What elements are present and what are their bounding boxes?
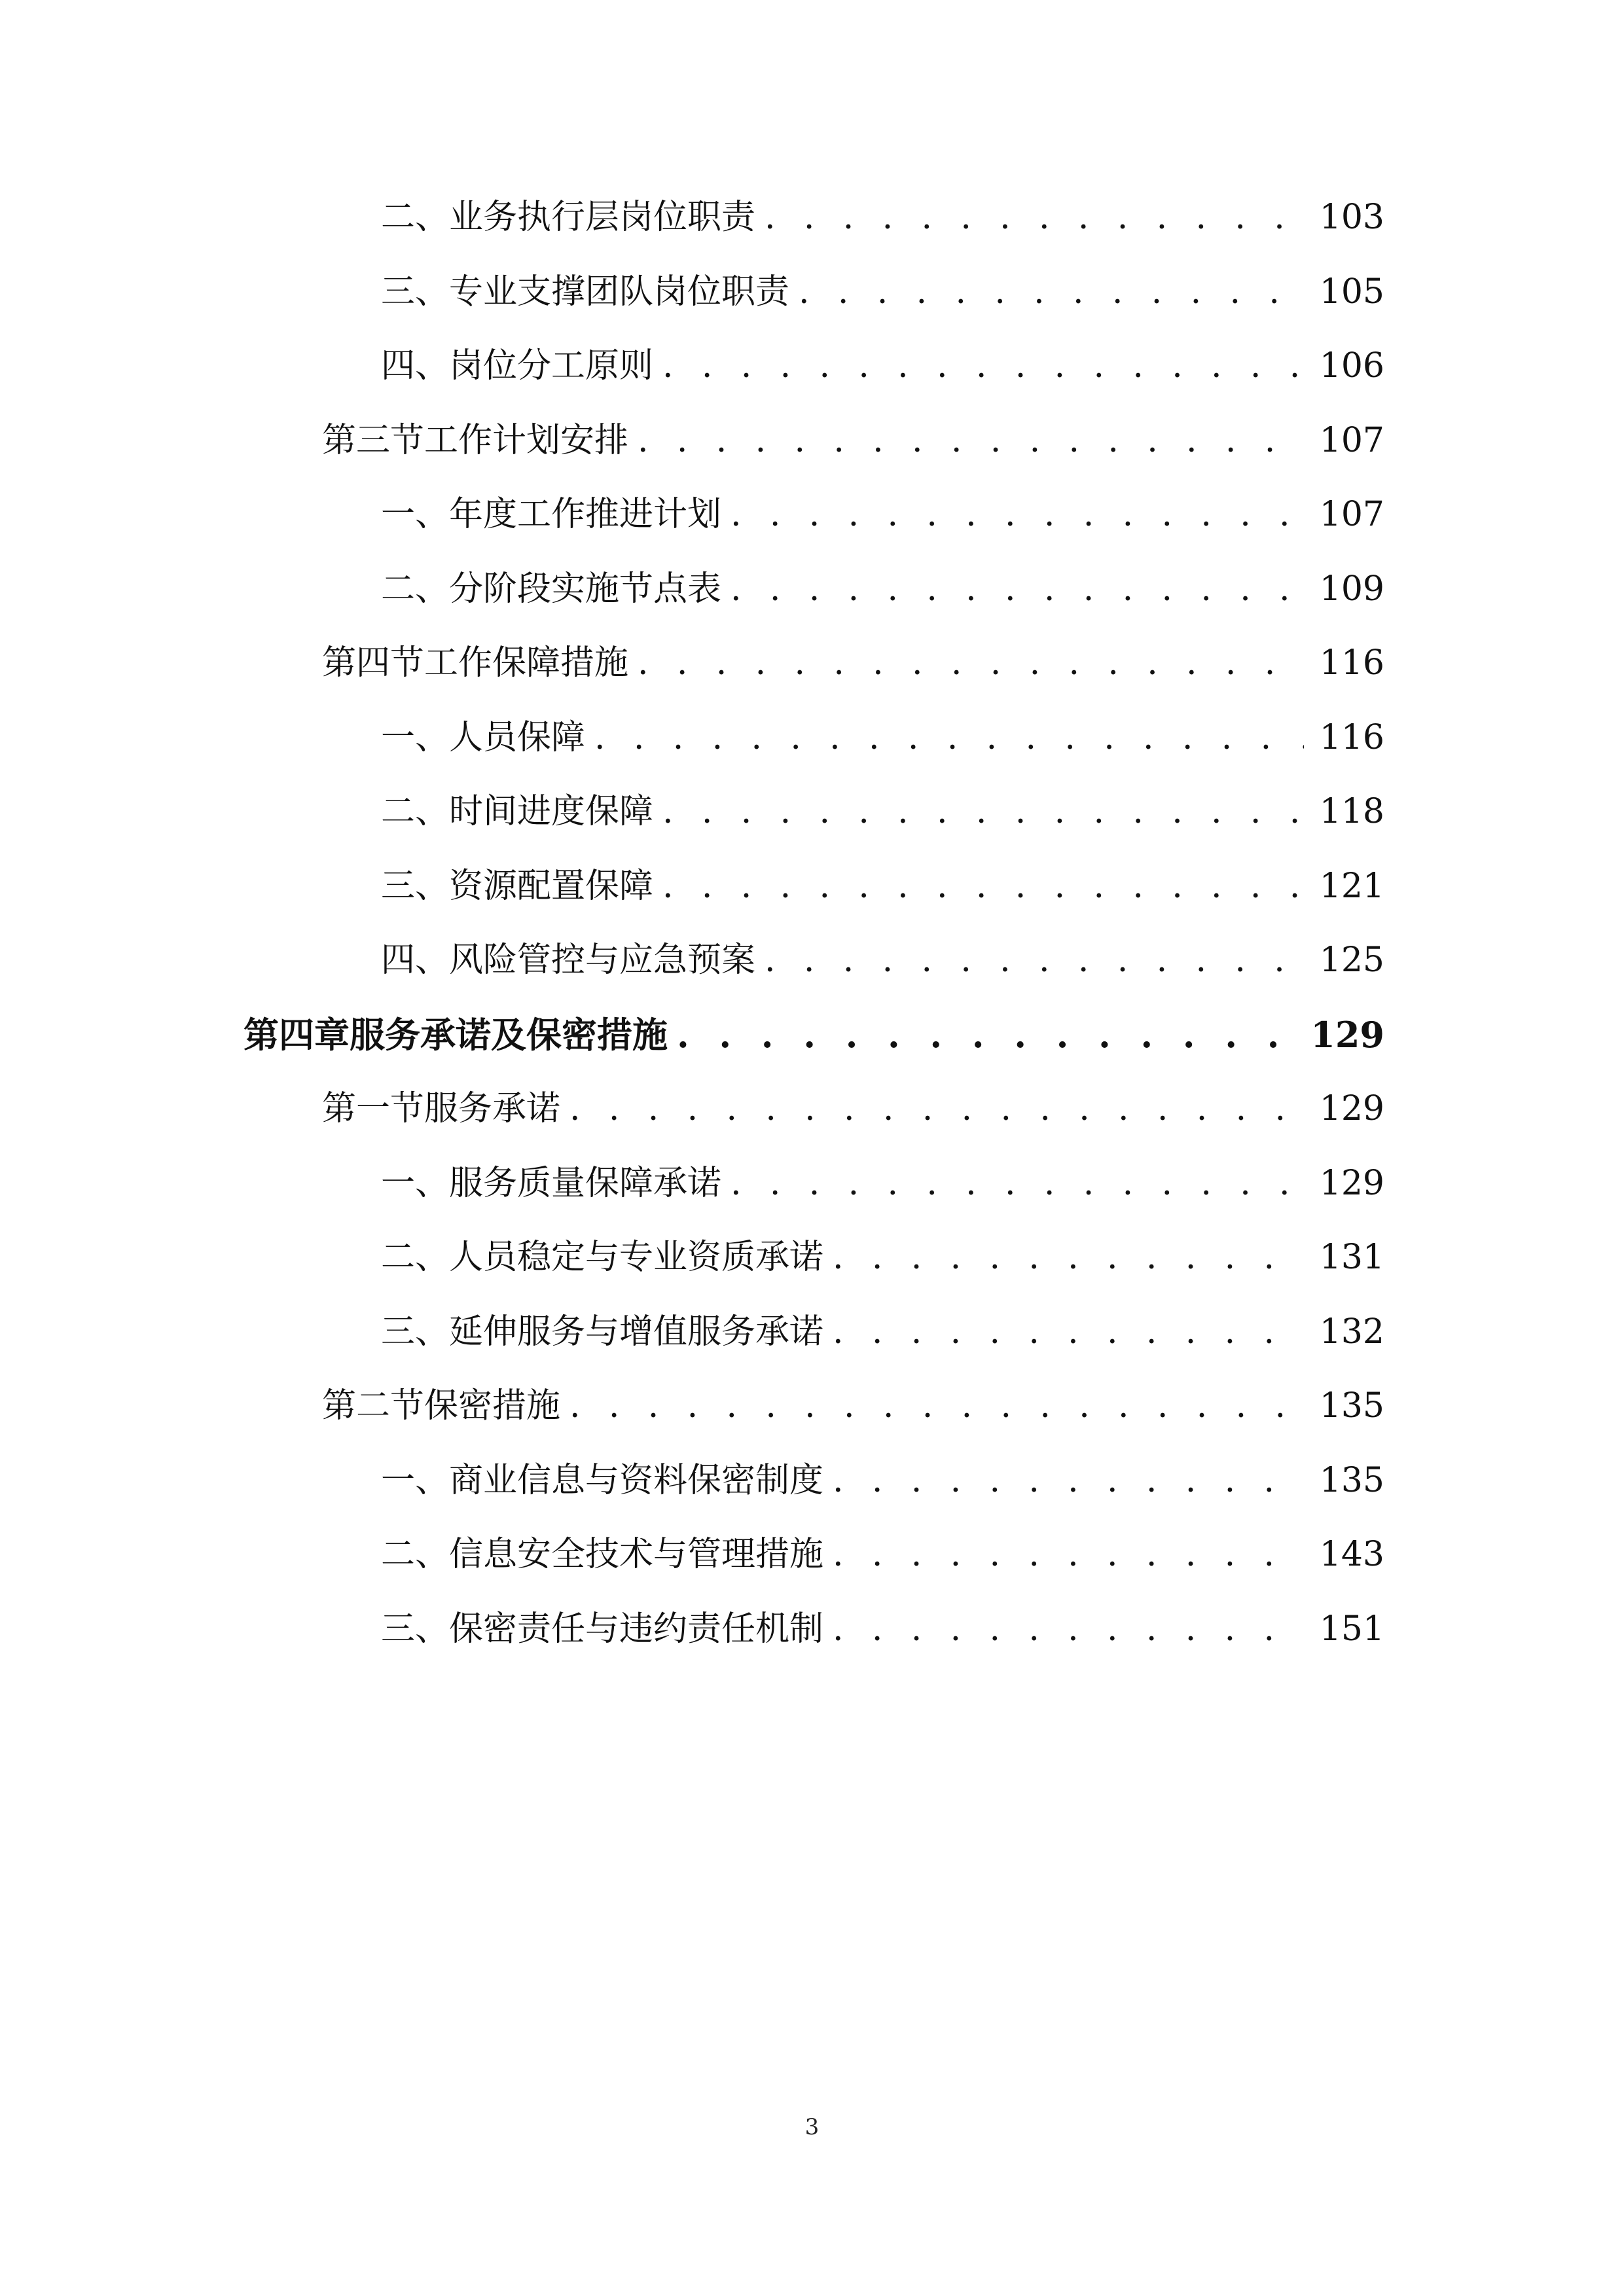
toc-entry-page: 132 [1319, 1312, 1384, 1352]
toc-entry-page: 131 [1319, 1238, 1384, 1277]
toc-entry-title: 信息安全技术与管理措施 [449, 1535, 824, 1574]
toc-entry[interactable] [381, 1603, 1384, 1655]
toc-entry-page: 129 [1319, 1089, 1384, 1128]
toc-entry-title: 商业信息与资料保密制度 [449, 1460, 824, 1500]
toc-entry-page: 135 [1319, 1386, 1384, 1426]
toc-entry[interactable] [381, 711, 1384, 764]
toc-entry-number: 四、 [381, 346, 450, 386]
toc-dot-leader [677, 1009, 1295, 1061]
toc-dot-leader [731, 563, 1304, 615]
toc-entry-title: 风险管控与应急预案 [449, 941, 756, 980]
toc-entry[interactable] [381, 860, 1384, 912]
toc-entry-title: 专业支撑团队岗位职责 [449, 272, 790, 312]
toc-entry-number: 一、 [381, 1460, 450, 1500]
toc-entry-number: 三、 [381, 1312, 450, 1352]
toc-dot-leader [833, 1306, 1304, 1358]
toc-entry-number: 三、 [381, 866, 450, 906]
toc-entry-number: 第四章 [244, 1013, 350, 1056]
toc-entry-number: 第二节 [322, 1386, 425, 1426]
toc-entry[interactable] [381, 785, 1384, 838]
toc-entry-title: 服务承诺 [424, 1089, 561, 1128]
toc-entry-number: 二、 [381, 1238, 450, 1277]
toc-dot-leader [799, 266, 1304, 318]
toc-dot-leader [833, 1603, 1304, 1655]
toc-entry-page: 109 [1319, 569, 1384, 609]
toc-dot-leader [833, 1231, 1304, 1283]
toc-entry[interactable] [381, 488, 1384, 541]
toc-entry[interactable] [381, 1157, 1384, 1210]
toc-dot-leader [731, 488, 1304, 541]
toc-dot-leader [662, 785, 1304, 838]
toc-entry-page: 125 [1319, 941, 1384, 980]
toc-entry-number: 二、 [381, 1535, 450, 1574]
toc-dot-leader [638, 637, 1304, 689]
toc-entry[interactable] [381, 934, 1384, 986]
toc-dot-leader [594, 711, 1304, 764]
toc-entry-title: 服务承诺及保密措施 [350, 1013, 668, 1056]
toc-entry-title: 人员保障 [449, 717, 586, 757]
toc-entry-title: 保密措施 [424, 1386, 561, 1426]
toc-entry-title: 业务执行层岗位职责 [449, 198, 756, 237]
toc-entry-number: 第四节 [322, 643, 425, 683]
toc-dot-leader [569, 1083, 1304, 1135]
toc-entry-page: 107 [1319, 420, 1384, 460]
toc-entry-page: 105 [1319, 272, 1384, 312]
toc-entry-title: 保密责任与违约责任机制 [449, 1609, 824, 1649]
toc-entry-page: 121 [1319, 866, 1384, 906]
toc-entry[interactable] [381, 1306, 1384, 1358]
toc-entry-page: 151 [1319, 1609, 1384, 1649]
toc-entry-page: 118 [1319, 792, 1384, 831]
toc-entry[interactable] [381, 266, 1384, 318]
toc-entry-number: 第一节 [322, 1089, 425, 1128]
toc-entry-page: 103 [1319, 198, 1384, 237]
toc-entry[interactable] [381, 1528, 1384, 1581]
page-number: 3 [804, 2114, 820, 2140]
toc-entry-title: 延伸服务与增值服务承诺 [449, 1312, 824, 1352]
toc-dot-leader [765, 934, 1304, 986]
toc-entry[interactable] [381, 563, 1384, 615]
toc-entry-page: 129 [1310, 1013, 1384, 1056]
toc-dot-leader [662, 340, 1304, 392]
toc-entry-number: 三、 [381, 1609, 450, 1649]
toc-dot-leader [833, 1528, 1304, 1581]
toc-entry-number: 四、 [381, 941, 450, 980]
toc-dot-leader [662, 860, 1304, 912]
toc-dot-leader [569, 1380, 1304, 1432]
toc-entry-page: 106 [1319, 346, 1384, 386]
toc-dot-leader [731, 1157, 1304, 1210]
toc-entry-number: 一、 [381, 1163, 450, 1203]
toc-entry-page: 116 [1319, 717, 1384, 757]
toc-entry-number: 一、 [381, 717, 450, 757]
toc-entry-title: 工作保障措施 [424, 643, 629, 683]
toc-entry[interactable] [381, 191, 1384, 243]
toc-entry-title: 分阶段实施节点表 [449, 569, 722, 609]
toc-entry-page: 143 [1319, 1535, 1384, 1574]
toc-entry-page: 135 [1319, 1460, 1384, 1500]
toc-entry[interactable] [381, 340, 1384, 392]
toc-entry-title: 工作计划安排 [424, 420, 629, 460]
toc-entry[interactable] [322, 414, 1384, 467]
toc-dot-leader [638, 414, 1304, 467]
toc-entry-number: 二、 [381, 792, 450, 831]
toc-entry[interactable] [381, 1454, 1384, 1507]
toc-entry-page: 107 [1319, 495, 1384, 534]
toc-entry-number: 二、 [381, 569, 450, 609]
toc-entry-page: 116 [1319, 643, 1384, 683]
toc-entry-title: 时间进度保障 [449, 792, 654, 831]
toc-entry-number: 三、 [381, 272, 450, 312]
toc-dot-leader [765, 191, 1304, 243]
toc-entry-page: 129 [1319, 1163, 1384, 1203]
toc-entry-number: 第三节 [322, 420, 425, 460]
toc-entry[interactable] [244, 1009, 1384, 1061]
toc-entry-title: 年度工作推进计划 [449, 495, 722, 534]
toc-entry[interactable] [381, 1231, 1384, 1283]
toc-entry-title: 岗位分工原则 [449, 346, 654, 386]
toc-entry-title: 资源配置保障 [449, 866, 654, 906]
toc-entry-number: 一、 [381, 495, 450, 534]
toc-entry[interactable] [322, 1083, 1384, 1135]
toc-entry[interactable] [322, 1380, 1384, 1432]
toc-entry-title: 服务质量保障承诺 [449, 1163, 722, 1203]
toc-dot-leader [833, 1454, 1304, 1507]
toc-entry[interactable] [322, 637, 1384, 689]
toc-entry-title: 人员稳定与专业资质承诺 [449, 1238, 824, 1277]
toc-entry-number: 二、 [381, 198, 450, 237]
